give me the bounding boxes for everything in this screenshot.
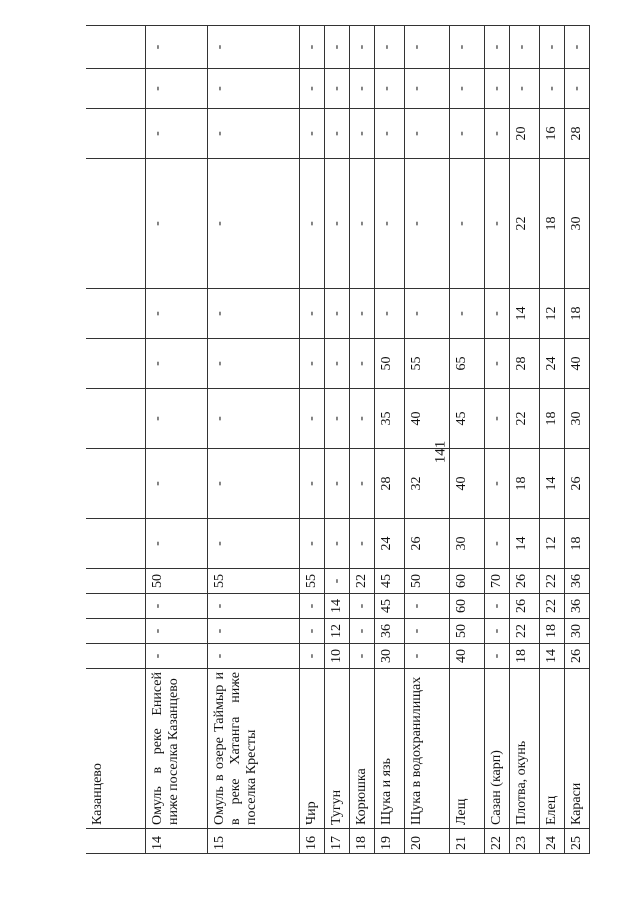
- size-value-cell: 22: [539, 594, 564, 619]
- size-value-cell: -: [145, 69, 207, 109]
- size-value-cell: 35: [374, 389, 404, 449]
- size-value-cell: -: [324, 289, 349, 339]
- size-value-cell: -: [374, 109, 404, 159]
- fish-name: Сазан (карп): [484, 669, 509, 829]
- size-value-cell: -: [484, 594, 509, 619]
- size-value-cell: -: [404, 644, 449, 669]
- size-value-cell: 36: [564, 569, 589, 594]
- size-value-cell: -: [509, 69, 539, 109]
- table-row: [509, 26, 539, 854]
- size-value-cell: -: [449, 26, 484, 69]
- size-value-cell: 50: [145, 569, 207, 594]
- table-row: [374, 26, 404, 854]
- size-value-cell: -: [564, 69, 589, 109]
- size-value-cell: 30: [564, 159, 589, 289]
- size-value-cell: 30: [449, 519, 484, 569]
- size-value-cell: 12: [539, 289, 564, 339]
- table-row: [324, 26, 349, 854]
- fish-name: Тугун: [324, 669, 349, 829]
- size-value-cell: -: [484, 159, 509, 289]
- size-value-cell: -: [349, 519, 374, 569]
- table-row: [539, 26, 564, 854]
- size-value-cell: -: [324, 159, 349, 289]
- size-value-cell: -: [449, 159, 484, 289]
- size-value-cell: 24: [539, 339, 564, 389]
- size-value-cell: 40: [449, 449, 484, 519]
- size-value-cell: -: [484, 644, 509, 669]
- size-value-cell: 18: [539, 159, 564, 289]
- size-value-cell: -: [484, 26, 509, 69]
- size-value-cell: 45: [374, 569, 404, 594]
- size-value-cell: 70: [484, 569, 509, 594]
- size-value-cell: -: [145, 26, 207, 69]
- size-value-cell: -: [324, 519, 349, 569]
- rotated-table-frame: [86, 44, 590, 854]
- size-value-cell: -: [299, 519, 324, 569]
- row-number: 25: [564, 829, 589, 854]
- size-value-cell: 50: [374, 339, 404, 389]
- size-value-cell: -: [207, 449, 299, 519]
- size-value-cell: 26: [509, 594, 539, 619]
- table-row: [404, 26, 449, 854]
- row-number: 24: [539, 829, 564, 854]
- fish-name: Лещ: [449, 669, 484, 829]
- size-value-cell: 16: [539, 109, 564, 159]
- size-value-cell: -: [449, 289, 484, 339]
- size-value-cell: 14: [324, 594, 349, 619]
- size-value-cell: -: [509, 26, 539, 69]
- size-value-cell: -: [324, 449, 349, 519]
- size-value-cell: -: [299, 159, 324, 289]
- size-value-cell: -: [539, 69, 564, 109]
- fish-size-table: [86, 25, 590, 854]
- size-value-cell: 36: [564, 594, 589, 619]
- fish-name: Елец: [539, 669, 564, 829]
- fish-name: Плотва, окунь: [509, 669, 539, 829]
- header-continuation-cell: Казанцево: [86, 669, 145, 829]
- row-number: 17: [324, 829, 349, 854]
- size-value-cell: 22: [509, 159, 539, 289]
- size-value-cell: 14: [509, 519, 539, 569]
- size-value-cell: -: [324, 109, 349, 159]
- row-number: 16: [299, 829, 324, 854]
- fish-name: Щука и язь: [374, 669, 404, 829]
- row-number: 20: [404, 829, 449, 854]
- row-number: 15: [207, 829, 299, 854]
- table-row: [449, 26, 484, 854]
- size-value-cell: -: [145, 109, 207, 159]
- size-value-cell: -: [484, 389, 509, 449]
- size-value-cell: -: [324, 69, 349, 109]
- size-value-cell: 50: [404, 569, 449, 594]
- size-value-cell: -: [145, 594, 207, 619]
- size-value-cell: -: [404, 594, 449, 619]
- size-value-cell: -: [484, 109, 509, 159]
- size-value-cell: 12: [324, 619, 349, 644]
- size-value-cell: -: [207, 519, 299, 569]
- table-row-header: [86, 26, 145, 854]
- size-value-cell: -: [484, 449, 509, 519]
- size-value-cell: -: [404, 619, 449, 644]
- size-value-cell: -: [349, 619, 374, 644]
- table-row: [207, 26, 299, 854]
- size-value-cell: 40: [404, 389, 449, 449]
- size-value-cell: -: [207, 594, 299, 619]
- size-value-cell: 40: [449, 644, 484, 669]
- size-value-cell: 28: [374, 449, 404, 519]
- size-value-cell: -: [207, 389, 299, 449]
- size-value-cell: -: [449, 109, 484, 159]
- row-number: 23: [509, 829, 539, 854]
- size-value-cell: -: [374, 159, 404, 289]
- size-value-cell: 14: [539, 449, 564, 519]
- size-value-cell: 14: [539, 644, 564, 669]
- size-value-cell: -: [349, 339, 374, 389]
- size-value-cell: 28: [509, 339, 539, 389]
- size-value-cell: -: [299, 389, 324, 449]
- size-value-cell: -: [564, 26, 589, 69]
- size-value-cell: -: [404, 159, 449, 289]
- size-value-cell: 55: [404, 339, 449, 389]
- size-value-cell: -: [324, 26, 349, 69]
- size-value-cell: 18: [509, 644, 539, 669]
- size-value-cell: -: [145, 644, 207, 669]
- size-value-cell: -: [349, 389, 374, 449]
- table-row: [564, 26, 589, 854]
- row-number: 21: [449, 829, 484, 854]
- size-value-cell: -: [299, 289, 324, 339]
- size-value-cell: 22: [509, 389, 539, 449]
- size-value-cell: 22: [539, 569, 564, 594]
- size-value-cell: -: [145, 339, 207, 389]
- size-value-cell: -: [207, 339, 299, 389]
- size-value-cell: -: [299, 69, 324, 109]
- size-value-cell: -: [349, 289, 374, 339]
- size-value-cell: -: [299, 594, 324, 619]
- size-value-cell: 12: [539, 519, 564, 569]
- row-number: 22: [484, 829, 509, 854]
- size-value-cell: -: [349, 109, 374, 159]
- size-value-cell: -: [404, 26, 449, 69]
- size-value-cell: -: [484, 519, 509, 569]
- size-value-cell: -: [349, 449, 374, 519]
- size-value-cell: -: [324, 339, 349, 389]
- size-value-cell: 22: [349, 569, 374, 594]
- size-value-cell: 60: [449, 569, 484, 594]
- size-value-cell: 28: [564, 109, 589, 159]
- size-value-cell: 26: [509, 569, 539, 594]
- size-value-cell: 65: [449, 339, 484, 389]
- table-row: [349, 26, 374, 854]
- size-value-cell: 26: [564, 449, 589, 519]
- table-body: [86, 26, 590, 854]
- size-value-cell: -: [299, 449, 324, 519]
- size-value-cell: 26: [404, 519, 449, 569]
- size-value-cell: -: [449, 69, 484, 109]
- fish-name: Омуль в реке Енисей ниже поселка Казанцево: [145, 669, 207, 829]
- table-row: [145, 26, 207, 854]
- size-value-cell: 26: [564, 644, 589, 669]
- size-value-cell: -: [145, 449, 207, 519]
- size-value-cell: -: [207, 619, 299, 644]
- size-value-cell: -: [207, 26, 299, 69]
- size-value-cell: -: [145, 289, 207, 339]
- fish-name: Корюшка: [349, 669, 374, 829]
- page-number: 141: [432, 440, 449, 464]
- size-value-cell: -: [299, 644, 324, 669]
- size-value-cell: -: [539, 26, 564, 69]
- size-value-cell: -: [349, 26, 374, 69]
- size-value-cell: 36: [374, 619, 404, 644]
- size-value-cell: -: [207, 644, 299, 669]
- size-value-cell: -: [324, 569, 349, 594]
- fish-name: Щука в водохранилищах: [404, 669, 449, 829]
- size-value-cell: -: [349, 69, 374, 109]
- size-value-cell: 30: [374, 644, 404, 669]
- size-value-cell: -: [484, 69, 509, 109]
- size-value-cell: -: [207, 109, 299, 159]
- fish-name: Караси: [564, 669, 589, 829]
- size-value-cell: 22: [509, 619, 539, 644]
- size-value-cell: 45: [374, 594, 404, 619]
- size-value-cell: -: [145, 159, 207, 289]
- size-value-cell: -: [404, 69, 449, 109]
- row-number: 18: [349, 829, 374, 854]
- size-value-cell: -: [484, 289, 509, 339]
- size-value-cell: 18: [509, 449, 539, 519]
- size-value-cell: -: [207, 159, 299, 289]
- size-value-cell: 18: [564, 519, 589, 569]
- size-value-cell: -: [145, 389, 207, 449]
- size-value-cell: -: [404, 109, 449, 159]
- size-value-cell: -: [299, 26, 324, 69]
- size-value-cell: -: [299, 339, 324, 389]
- size-value-cell: 55: [207, 569, 299, 594]
- size-value-cell: 10: [324, 644, 349, 669]
- size-value-cell: 60: [449, 594, 484, 619]
- fish-name: Омуль в озере Таймыр и в реке Хатанга ниже поселка Кресты: [207, 669, 299, 829]
- size-value-cell: 24: [374, 519, 404, 569]
- table-row: [484, 26, 509, 854]
- size-value-cell: 30: [564, 389, 589, 449]
- size-value-cell: -: [374, 69, 404, 109]
- size-value-cell: -: [349, 159, 374, 289]
- size-value-cell: -: [299, 109, 324, 159]
- header-num-cell: [86, 829, 145, 854]
- size-value-cell: 18: [539, 389, 564, 449]
- size-value-cell: -: [207, 69, 299, 109]
- size-value-cell: -: [484, 339, 509, 389]
- size-value-cell: 18: [539, 619, 564, 644]
- size-value-cell: -: [324, 389, 349, 449]
- size-value-cell: 14: [509, 289, 539, 339]
- table-row: [299, 26, 324, 854]
- size-value-cell: -: [404, 289, 449, 339]
- row-number: 14: [145, 829, 207, 854]
- size-value-cell: -: [374, 289, 404, 339]
- size-value-cell: 20: [509, 109, 539, 159]
- size-value-cell: 18: [564, 289, 589, 339]
- size-value-cell: 50: [449, 619, 484, 644]
- size-value-cell: -: [349, 644, 374, 669]
- size-value-cell: -: [374, 26, 404, 69]
- size-value-cell: -: [349, 594, 374, 619]
- size-value-cell: 32: [404, 449, 449, 519]
- size-value-cell: 55: [299, 569, 324, 594]
- size-value-cell: -: [299, 619, 324, 644]
- size-value-cell: -: [484, 619, 509, 644]
- size-value-cell: -: [145, 619, 207, 644]
- size-value-cell: -: [207, 289, 299, 339]
- fish-name: Чир: [299, 669, 324, 829]
- size-value-cell: 45: [449, 389, 484, 449]
- size-value-cell: 30: [564, 619, 589, 644]
- size-value-cell: 40: [564, 339, 589, 389]
- row-number: 19: [374, 829, 404, 854]
- size-value-cell: -: [145, 519, 207, 569]
